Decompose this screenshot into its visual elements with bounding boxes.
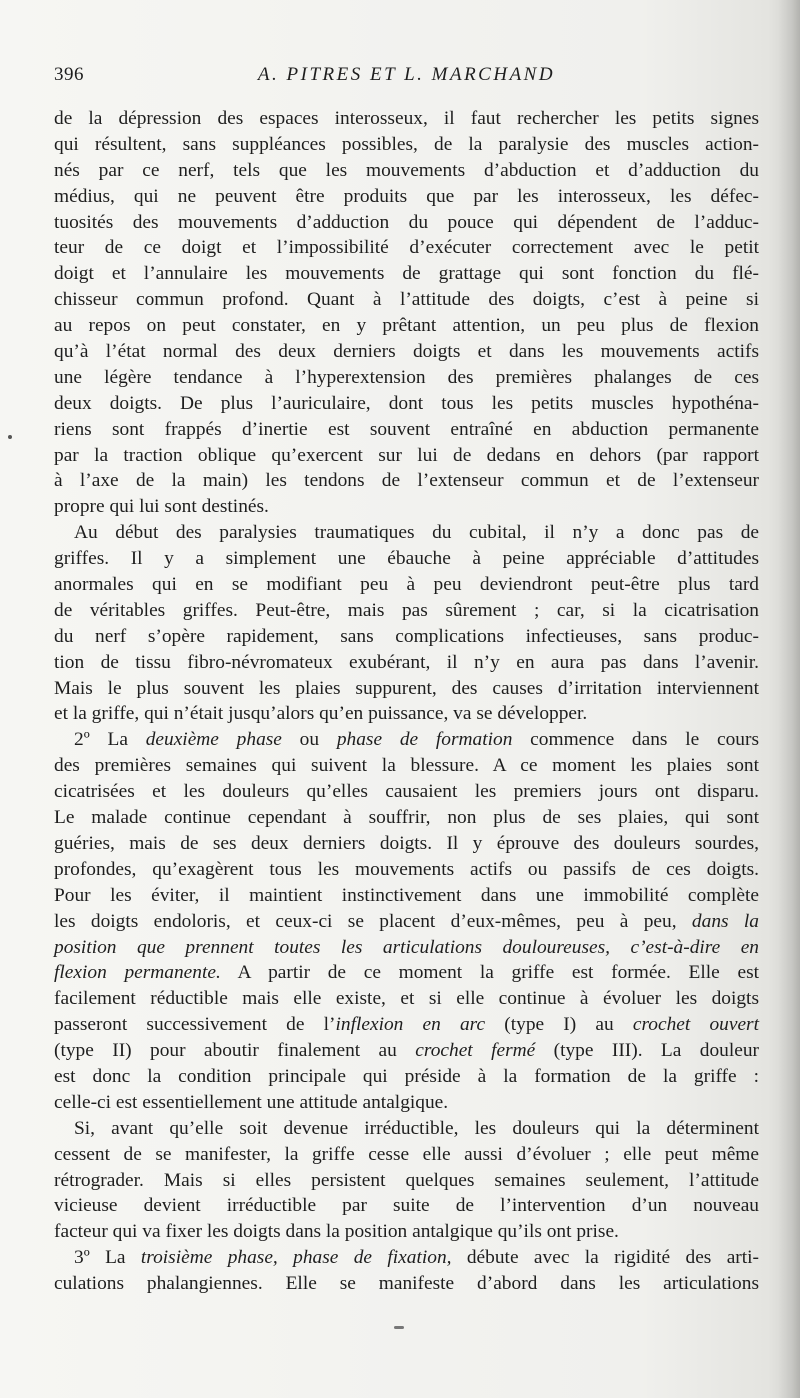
text-segment: riens sont frappés d’inertie est souvent entraîné en abduction permanente [54,418,759,440]
text-line [54,598,759,624]
text-line [54,1142,759,1168]
text-segment: chisseur commun profond. Quant à l’attitude des doigts, c’est à peine si [54,289,759,311]
text-segment: les doigts endoloris, et ceux-ci se placent d’eux-mêmes, peu à peu, [54,910,692,932]
text-segment: par la traction oblique qu’exercent sur lui de dedans en dehors (par rapport [54,444,759,466]
text-segment: facilement réductible mais elle existe, et si elle continue à évoluer les doigts [54,988,759,1010]
text-line [54,546,759,572]
margin-speck [8,435,12,439]
text-line [54,624,759,650]
text-line [54,158,759,184]
text-line [54,391,759,417]
text-segment: ou [281,729,337,751]
text-line [54,313,759,339]
text-line [54,960,759,986]
page-bottom-mark [394,1326,404,1329]
text-line [54,287,759,313]
text-segment: Si, avant qu’elle soit devenue irréductible, les douleurs qui la déterminent [74,1117,759,1139]
text-segment: de véritables griffes. Peut-être, mais pas sûrement ; car, si la cicatrisation [54,599,759,621]
text-line [54,572,759,598]
text-segment: 3º La [74,1247,141,1269]
text-segment: (type II) pour aboutir finalement au [54,1040,416,1062]
body-text [54,106,759,1297]
text-line [54,235,759,261]
text-segment: une légère tendance à l’hyperextension des premières phalanges de ces [54,366,759,388]
text-segment: propre qui lui sont destinés. [54,496,269,518]
text-line [54,753,759,779]
text-segment: Le malade continue cependant à souffrir, non plus de ses plaies, qui sont [54,807,759,829]
page-number: 396 [54,64,84,85]
text-line [54,365,759,391]
text-segment: culations phalangiennes. Elle se manifeste d’abord dans les articulations [54,1273,759,1295]
text-line [54,184,759,210]
text-segment: vicieuse devient irréductible par suite de l’intervention d’un nouveau [54,1195,759,1217]
text-segment: celle-ci est essentiellement une attitude antalgique. [54,1091,449,1113]
text-segment: et la griffe, qui n’était jusqu’alors qu’en puissance, va se développer. [54,703,588,725]
text-line [54,1271,759,1297]
text-segment: guéries, mais de ses deux derniers doigts. Il y éprouve des douleurs sourdes, [54,832,759,854]
text-line [54,986,759,1012]
running-head: A. PITRES ET L. MARCHAND [257,64,556,85]
text-line [54,701,759,727]
text-line [54,831,759,857]
text-line [54,1012,759,1038]
text-line [54,261,759,287]
italic-text: dans la [691,910,759,932]
text-segment: griffes. Il y a simplement une ébauche à peine appréciable d’attitudes [54,548,759,570]
text-line [54,417,759,443]
italic-text: crochet fermé [415,1040,536,1062]
text-line [54,650,759,676]
text-segment: 2º La [74,729,146,751]
text-segment: de la dépression des espaces interosseux, il faut rechercher les petits signes [54,108,759,129]
text-segment: doigt et l’annulaire les mouvements de grattage qui sont fonction du flé- [54,263,759,285]
text-segment: tion de tissu fibro-névromateux exubérant, il n’y en aura pas dans l’avenir. [54,651,759,673]
italic-text: troisième phase, phase de fixation, [140,1247,452,1269]
text-line [54,883,759,909]
text-segment: médius, qui ne peuvent être produits que par les interosseux, les défec- [54,185,759,207]
text-line [54,1090,759,1116]
text-line [54,1038,759,1064]
text-line [54,805,759,831]
text-line [54,520,759,546]
text-segment: A partir de ce moment la griffe est formée. Elle est [220,962,760,984]
text-segment: du nerf s’opère rapidement, sans complications infectieuses, sans produc- [54,625,759,647]
text-line [54,909,759,935]
text-line [54,676,759,702]
italic-text: position que prennent toutes les articulations douloureuses, c’est-à-dire en [54,936,759,958]
text-line [54,779,759,805]
text-segment: nés par ce nerf, tels que les mouvements d’abduction et d’adduction du [54,159,759,181]
text-line [54,857,759,883]
text-segment: Pour les éviter, il maintient instinctivement dans une immobilité complète [54,884,759,906]
italic-text: deuxième phase [145,729,282,751]
text-segment: est donc la condition principale qui préside à la formation de la griffe : [54,1065,759,1087]
text-line [54,1245,759,1271]
text-segment: cessent de se manifester, la griffe cesse elle aussi d’évoluer ; elle peut même [54,1143,759,1165]
text-segment: passeront successivement de l’ [54,1014,336,1036]
page-header [54,64,759,98]
italic-text: crochet ouvert [632,1014,759,1036]
text-line [54,1219,759,1245]
text-line [54,443,759,469]
text-segment: (type I) au [485,1014,633,1036]
italic-text: flexion permanente. [54,962,221,984]
text-segment: au repos on peut constater, en y prêtant attention, un peu plus de flexion [54,315,759,337]
text-segment: deux doigts. De plus l’auriculaire, dont tous les petits muscles hypothéna- [54,392,759,414]
text-line [54,1064,759,1090]
page-edge-shadow [778,0,800,1398]
text-line [54,727,759,753]
text-segment: qui résultent, sans suppléances possibles, de la paralysie des muscles action- [54,133,759,155]
text-segment: qu’à l’état normal des deux derniers doigts et dans les mouvements actifs [54,341,759,363]
text-line [54,494,759,520]
text-line [54,935,759,961]
text-line [54,106,759,132]
text-line [54,468,759,494]
text-segment: des premières semaines qui suivent la blessure. A ce moment les plaies sont [54,755,759,777]
text-line [54,132,759,158]
text-segment: profondes, qu’exagèrent tous les mouvements actifs ou passifs de ces doigts. [54,858,759,880]
text-segment: Au début des paralysies traumatiques du cubital, il n’y a donc pas de [74,522,759,544]
text-segment: facteur qui va fixer les doigts dans la position antalgique qu’ils ont prise. [54,1221,619,1243]
text-segment: cicatrisées et les douleurs qu’elles causaient les premiers jours ont disparu. [54,781,759,803]
text-line [54,1168,759,1194]
text-segment: débute avec la rigidité des arti- [451,1247,759,1269]
text-segment: teur de ce doigt et l’impossibilité d’exécuter correctement avec le petit [54,237,759,259]
text-line [54,210,759,236]
text-line [54,1116,759,1142]
italic-text: phase de formation [336,729,513,751]
text-segment: à l’axe de la main) les tendons de l’extenseur commun et de l’extenseur [54,470,759,492]
text-line [54,339,759,365]
text-segment: rétrograder. Mais si elles persistent quelques semaines seulement, l’attitude [54,1169,759,1191]
text-segment: (type III). La douleur [535,1040,760,1062]
text-segment: anormales qui en se modifiant peu à peu deviendront peut-être plus tard [54,574,759,596]
text-segment: tuosités des mouvements d’adduction du pouce qui dépendent de l’adduc- [54,211,759,233]
text-segment: Mais le plus souvent les plaies suppurent, des causes d’irritation interviennent [54,677,759,699]
text-segment: commence dans le cours [512,729,760,751]
italic-text: inflexion en arc [335,1014,486,1036]
text-line [54,1193,759,1219]
